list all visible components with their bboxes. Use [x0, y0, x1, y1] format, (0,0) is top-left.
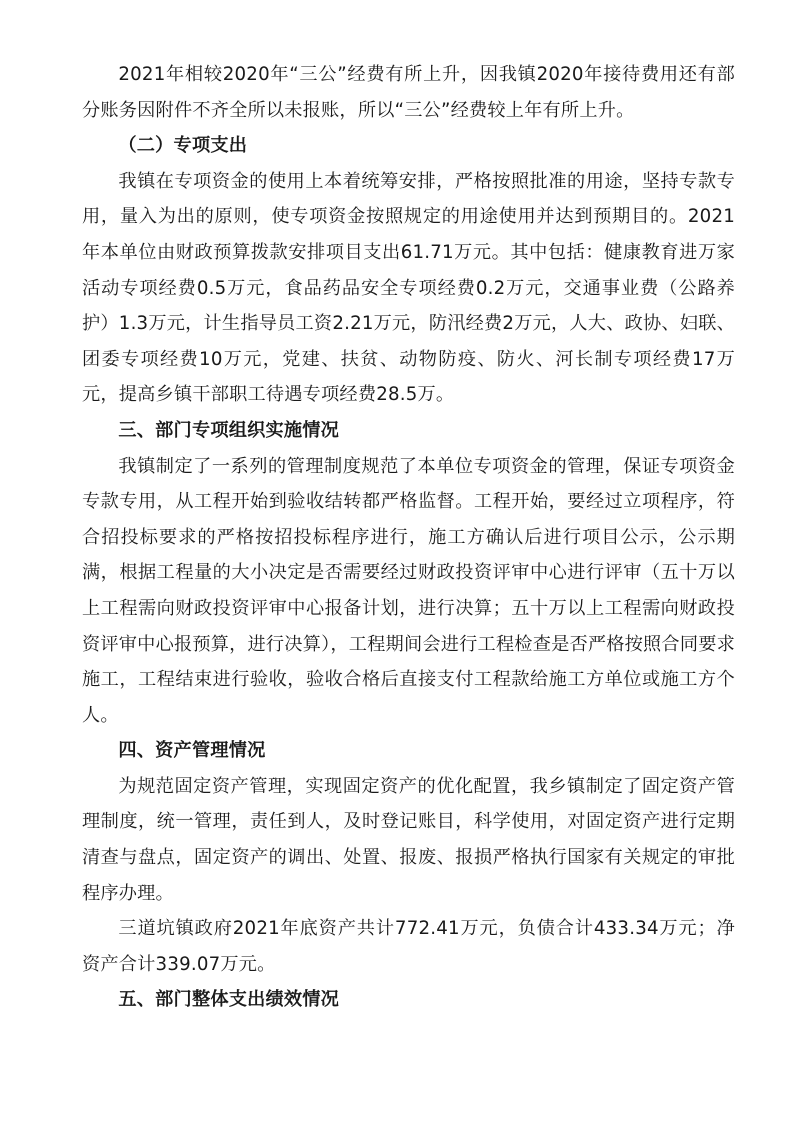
paragraph-special-expenditure: 我镇在专项资金的使用上本着统筹安排，严格按照批准的用途，坚持专款专用，量入为出的原则，使专项资金按照规定的用途使用并达到预期目的。2021年本单位由财政预算拨款安排项目支出61.71万元。其中包括：健康教育进万家活动专项经费0.5万元，食品药品安全专项经费0.2万元，交通事业费（公路养护）1.3万元，计生指导员工资2.21万元，防汛经费2万元，人大、政协、妇联、团委专项经费10万元，党建、扶贫、动物防疫、防火、河长制专项经费17万元，提高乡镇干部职工待遇专项经费28.5万。 [82, 170, 735, 406]
heading-asset-management: 四、资产管理情况 [118, 740, 266, 762]
paragraph-three-public-expenses: 2021年相较2020年“三公”经费有所上升，因我镇2020年接待费用还有部分账务因附件不齐全所以未报账，所以“三公”经费较上年有所上升。 [82, 64, 735, 121]
paragraph-special-project-implementation: 我镇制定了一系列的管理制度规范了本单位专项资金的管理，保证专项资金专款专用，从工程开始到验收结转都严格监督。工程开始，要经过立项程序，符合招投标要求的严格按招投标程序进行，施工方确认后进行项目公示，公示期满，根据工程量的大小决定是否需要经过财政投资评审中心进行评审（五十万以上工程需向财政投资评审中心报备计划，进行决算；五十万以上工程需向财政投资评审中心报预算，进行决算），工程期间会进行工程检查是否严格按照合同要求施工，工程结束进行验收，验收合格后直接支付工程款给施工方单位或施工方个人。 [82, 455, 735, 726]
heading-special-project-implementation: 三、部门专项组织实施情况 [118, 419, 340, 441]
heading-special-expenditure: （二）专项支出 [118, 135, 248, 157]
paragraph-asset-management: 为规范固定资产管理，实现固定资产的优化配置，我乡镇制定了固定资产管理制度，统一管理，责任到人，及时登记账目，科学使用，对固定资产进行定期清查与盘点，固定资产的调出、处置、报废、报损严格执行国家有关规定的审批程序办理。 [82, 775, 735, 904]
paragraph-asset-totals: 三道坑镇政府2021年底资产共计772.41万元，负债合计433.34万元；净资产合计339.07万元。 [82, 918, 735, 975]
heading-overall-performance: 五、部门整体支出绩效情况 [118, 989, 340, 1011]
